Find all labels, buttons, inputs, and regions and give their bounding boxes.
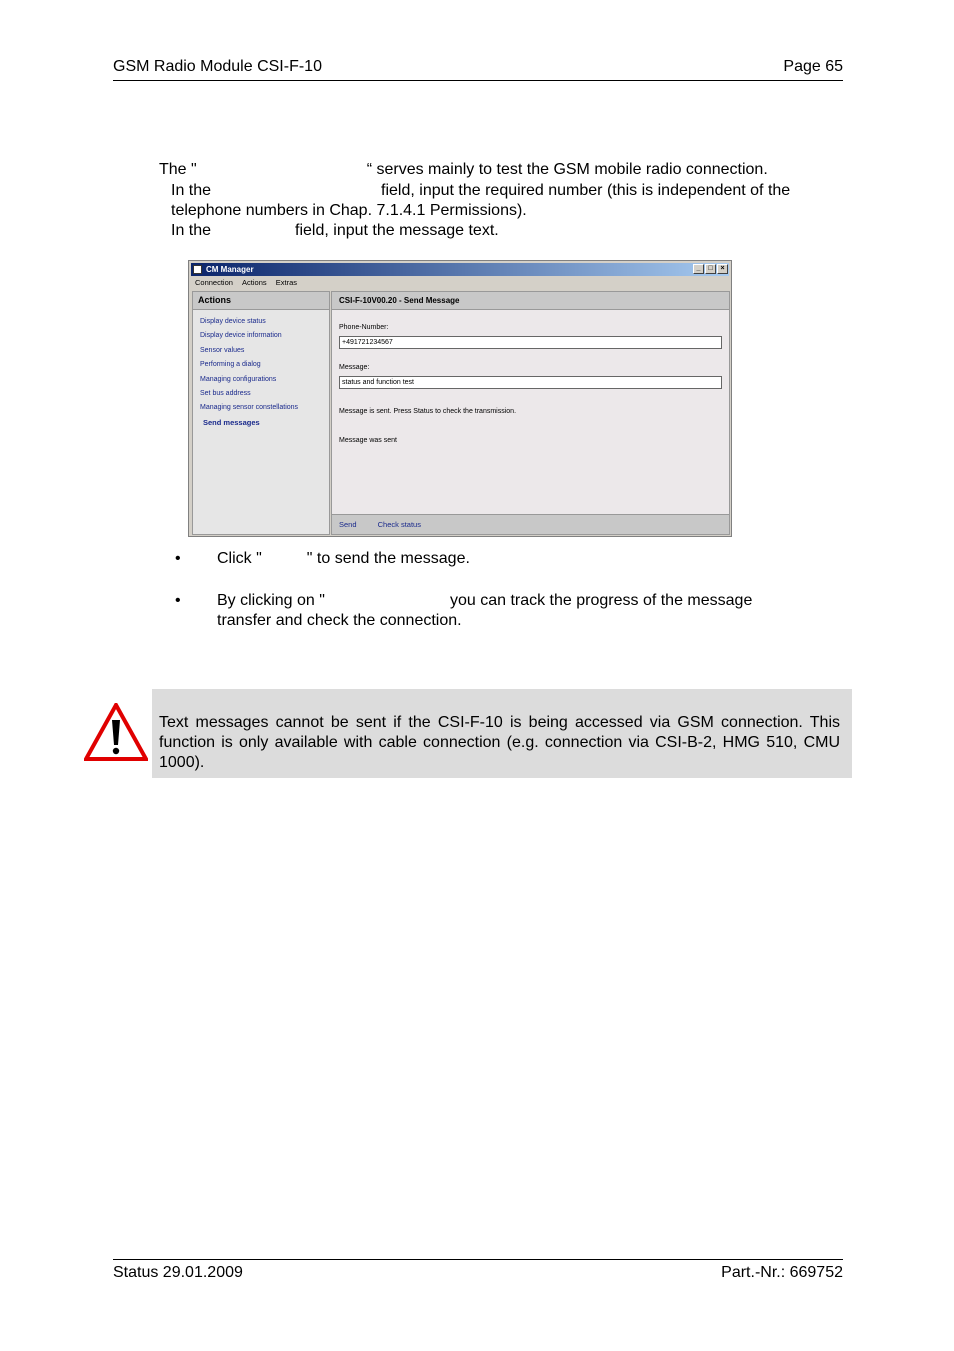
doc-title: GSM Radio Module CSI-F-10 bbox=[113, 58, 322, 75]
bullet-send bbox=[175, 549, 470, 569]
menu-extras[interactable]: Extras bbox=[275, 278, 298, 287]
app-icon bbox=[193, 265, 202, 274]
menu-connection[interactable]: Connection bbox=[195, 278, 233, 287]
action-managing-sensor-constellations[interactable]: Managing sensor constellations bbox=[200, 404, 299, 412]
action-performing-dialog[interactable]: Performing a dialog bbox=[200, 361, 261, 369]
actions-pane bbox=[192, 291, 330, 535]
pane-footer bbox=[332, 514, 729, 534]
bullet-list-2 bbox=[175, 591, 752, 631]
menubar bbox=[191, 277, 729, 289]
minimize-icon[interactable]: _ bbox=[693, 264, 704, 274]
bullet-text: transfer and check the connection. bbox=[217, 612, 462, 629]
page-header bbox=[113, 58, 843, 81]
check-status-button[interactable]: Check status bbox=[377, 520, 421, 529]
action-send-messages[interactable]: Send messages bbox=[203, 417, 260, 427]
intro-line-2 bbox=[171, 181, 790, 201]
part-number: Part.-Nr.: 669752 bbox=[721, 1264, 843, 1281]
status-text-sent: Message is sent. Press Status to check the transmission. bbox=[339, 408, 517, 415]
bullet-check-status bbox=[175, 591, 752, 631]
intro-text: In the bbox=[171, 182, 212, 199]
bullet-text: Click " bbox=[217, 550, 262, 567]
menu-actions[interactable]: Actions bbox=[242, 278, 267, 287]
intro-text: field, input the required number (this is independent of the bbox=[381, 182, 791, 199]
bullet-text: " to send the message. bbox=[306, 550, 470, 567]
action-sensor-values[interactable]: Sensor values bbox=[200, 346, 245, 354]
action-display-device-information[interactable]: Display device information bbox=[200, 332, 282, 340]
warning-box bbox=[152, 689, 852, 778]
intro-line-1 bbox=[159, 160, 768, 180]
warning-triangle-icon bbox=[84, 703, 148, 761]
action-set-bus-address[interactable]: Set bus address bbox=[200, 389, 251, 397]
warning-text: Text messages cannot be sent if the CSI-F-10 is being accessed via GSM connection. This function is only available with cable connection (e.g. connection via CSI-B-2, HMG 510, CMU 1000). bbox=[159, 714, 840, 771]
bullet-text: you can track the progress of the message bbox=[449, 592, 753, 609]
close-icon[interactable]: × bbox=[717, 264, 728, 274]
status-date: Status 29.01.2009 bbox=[113, 1264, 243, 1281]
page-footer bbox=[113, 1259, 843, 1284]
bullet-list-1 bbox=[175, 549, 470, 569]
phone-number-label: Phone-Number: bbox=[339, 324, 389, 331]
send-button[interactable]: Send bbox=[339, 520, 357, 529]
pane-title: CSI-F-10V00.20 - Send Message bbox=[332, 292, 729, 310]
actions-header: Actions bbox=[193, 292, 329, 310]
intro-line-4 bbox=[171, 221, 499, 241]
page-number: Page 65 bbox=[783, 58, 843, 75]
status-text-was-sent: Message was sent bbox=[339, 437, 397, 444]
intro-text: In the bbox=[171, 222, 212, 239]
cm-manager-window bbox=[188, 260, 732, 537]
intro-line-3: telephone numbers in Chap. 7.1.4.1 Permissions). bbox=[171, 202, 527, 219]
bullet-text: By clicking on " bbox=[217, 592, 325, 609]
intro-text: field, input the message text. bbox=[295, 222, 499, 239]
window-title: CM Manager bbox=[206, 265, 254, 274]
window-titlebar bbox=[191, 263, 729, 276]
message-label: Message: bbox=[339, 364, 370, 371]
action-display-device-status[interactable]: Display device status bbox=[200, 318, 266, 325]
message-input[interactable]: status and function test bbox=[339, 376, 722, 389]
send-message-pane bbox=[331, 291, 730, 535]
maximize-icon[interactable]: □ bbox=[705, 264, 716, 274]
intro-text: “ serves mainly to test the GSM mobile radio connection. bbox=[366, 161, 768, 178]
action-managing-configurations[interactable]: Managing configurations bbox=[200, 375, 277, 383]
intro-text: The " bbox=[159, 161, 197, 178]
phone-number-input[interactable]: +491721234567 bbox=[339, 336, 722, 349]
